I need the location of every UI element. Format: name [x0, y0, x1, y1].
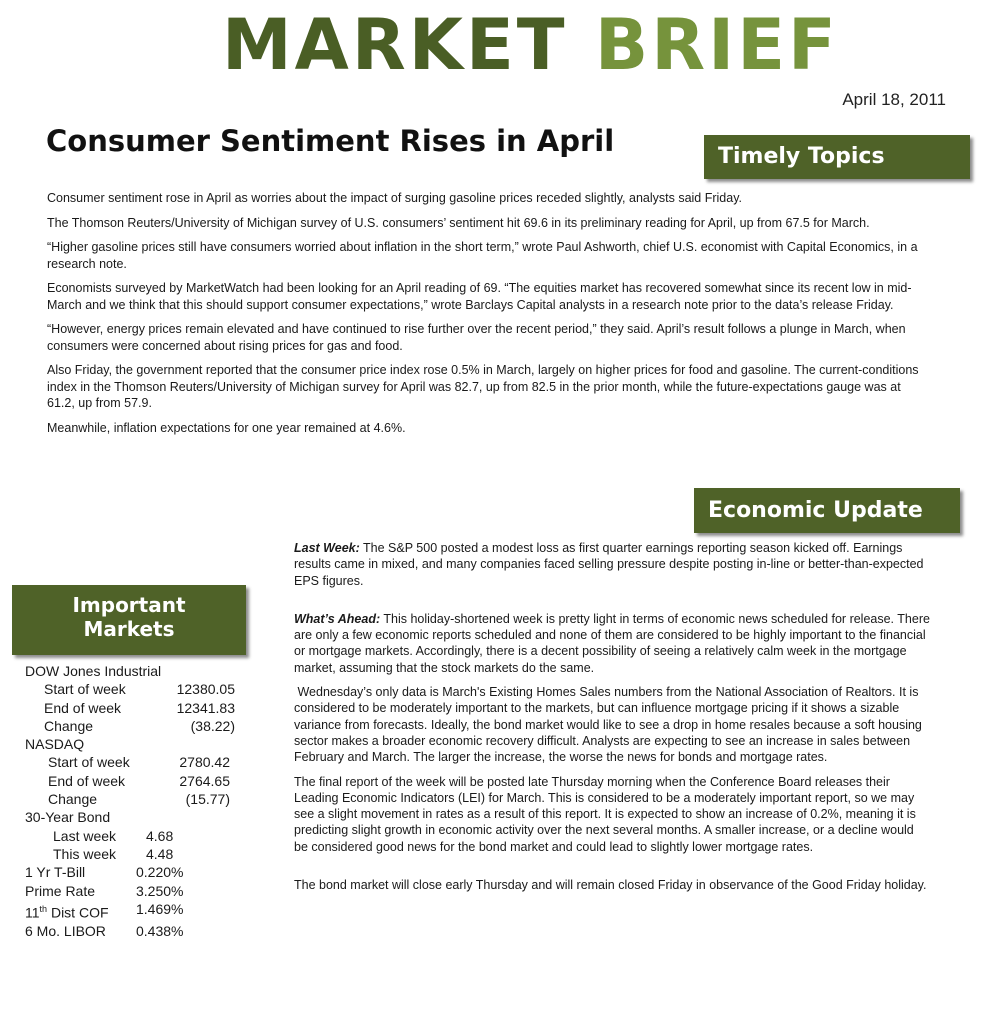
- market-row: [25, 922, 255, 940]
- market-value: 2764.65: [179, 772, 230, 789]
- market-row: [25, 808, 255, 826]
- market-value: 0.220%: [136, 864, 184, 881]
- market-row: [25, 863, 255, 881]
- last-week-paragraph: [294, 540, 930, 589]
- market-label: End of week: [48, 772, 126, 789]
- market-value: 4.48: [146, 845, 174, 862]
- issue-date: April 18, 2011: [842, 90, 946, 109]
- market-row: [25, 753, 255, 771]
- market-label: NASDAQ: [25, 736, 85, 753]
- masthead: [222, 0, 982, 90]
- market-value: 4.68: [146, 827, 174, 844]
- market-label: 1 Yr T-Bill: [25, 864, 86, 881]
- market-value: 0.438%: [136, 922, 184, 939]
- market-row: [25, 845, 255, 863]
- market-value: 12380.05: [176, 681, 235, 698]
- cof-label-suffix: th: [39, 903, 48, 914]
- market-row: [25, 680, 255, 698]
- market-label: 30-Year Bond: [25, 809, 111, 826]
- market-row: [25, 735, 255, 753]
- article-paragraph: The Thomson Reuters/University of Michigan survey of U.S. consumers’ sentiment hit 69.6 in its preliminary reading for April, up from 67.5 for March.: [47, 215, 870, 230]
- economic-update-banner: Economic Update: [694, 488, 960, 533]
- market-label: End of week: [44, 699, 122, 716]
- important-markets-table: [25, 662, 255, 940]
- bond-market-closure-paragraph: The bond market will close early Thursday and will remain closed Friday in observance of the Good Friday holiday.: [294, 878, 927, 893]
- last-week-label: Last Week:: [294, 541, 360, 555]
- masthead-word-brief: BRIEF: [594, 4, 839, 86]
- masthead-word-market: MARKET: [222, 4, 568, 86]
- market-label: [25, 900, 136, 922]
- important-markets-title-line1: Important: [72, 593, 186, 617]
- market-value: 2780.42: [179, 754, 230, 771]
- whats-ahead-paragraph: [294, 611, 930, 676]
- market-label: Change: [44, 717, 94, 734]
- market-row: [25, 827, 255, 845]
- market-row: [25, 900, 255, 922]
- lei-paragraph: The final report of the week will be posted late Thursday morning when the Conference Board releases their Leading Economic Indicators (LEI) for March. This is considered to be a moderately important report, so we may see a slight movement in rates as a result of this report. It is expected to show an increase of 0.2%, meaning it is predicting slight growth in economic activity over the next several months. A smaller increase, or a decline would be considered good news for the bond market and could lead to slightly lower mortgage rates.: [294, 774, 916, 854]
- timely-topics-banner: Timely Topics: [704, 135, 970, 179]
- important-markets-title-line2: Markets: [83, 617, 175, 641]
- market-label: 6 Mo. LIBOR: [25, 922, 106, 939]
- market-value: 1.469%: [136, 900, 184, 917]
- article-paragraph: Meanwhile, inflation expectations for one year remained at 4.6%.: [47, 420, 406, 435]
- article-paragraph: Consumer sentiment rose in April as worries about the impact of surging gasoline prices receded slightly, analysts said Friday.: [47, 191, 743, 205]
- market-value: (38.22): [190, 717, 235, 734]
- market-row: [25, 882, 255, 900]
- cof-label-text: Dist COF: [47, 904, 109, 921]
- article-paragraph: Also Friday, the government reported that the consumer price index rose 0.5% in March, largely on higher prices for food and gasoline. The current-conditions index in the Thomson Reuters/University of Michigan survey for April was 82.7, up from 82.5 in the prior month, while the future-expectations gauge was at 61.2, up from 57.9.: [47, 363, 919, 410]
- market-row: [25, 662, 255, 680]
- article-headline: Consumer Sentiment Rises in April: [46, 124, 615, 158]
- article-paragraph: Economists surveyed by MarketWatch had been looking for an April reading of 69. “The equities market has recovered somewhat since its recent low in mid-March and we think that this should support consumer expectations,” wrote Barclays Capital analysts in a research note prior to the data’s release Friday.: [47, 281, 912, 312]
- market-row: [25, 772, 255, 790]
- article-body: [47, 190, 927, 444]
- article-paragraph: “However, energy prices remain elevated and have continued to rise further over the recent period,” they said. April’s result follows a plunge in March, when consumers were concerned about rising prices for gas and food.: [47, 322, 906, 353]
- economic-update-body: [294, 540, 930, 893]
- market-label: Prime Rate: [25, 882, 96, 899]
- last-week-text: The S&P 500 posted a modest loss as first quarter earnings reporting season kicked off. Earnings results came in mixed, and many companies faced selling pressure despite posting in-line or better-than-expected EPS figures.: [294, 541, 924, 588]
- market-label: Start of week: [44, 681, 126, 698]
- whats-ahead-text: This holiday-shortened week is pretty light in terms of economic news scheduled for release. There are only a few economic reports scheduled and none of them are considered to be highly important to the financial or mortgage markets. Accordingly, there is a decent possibility of seeing a relatively calm week in the mortgage market, assuming that the stock markets do the same.: [294, 611, 930, 675]
- market-value: 12341.83: [176, 699, 235, 716]
- cof-label-number: 11: [25, 904, 40, 921]
- market-label: Last week: [53, 827, 117, 844]
- market-label: This week: [53, 845, 117, 862]
- market-row: [25, 717, 255, 735]
- important-markets-banner: [12, 585, 246, 655]
- market-label: Start of week: [48, 754, 130, 771]
- market-value: 3.250%: [136, 882, 184, 899]
- market-value: (15.77): [185, 791, 230, 808]
- market-label: DOW Jones Industrial: [25, 663, 162, 679]
- market-row: [25, 699, 255, 717]
- existing-home-sales-paragraph: Wednesday’s only data is March's Existing Homes Sales numbers from the National Association of Realtors. It is considered to be moderately important to the markets, but can influence mortgage pricing if it shows a sizable variance from forecasts. Ideally, the bond market would like to see a drop in home resales because a soft housing sector makes a broader economic recovery difficult. Analysts are expecting to see an increase in sales between February and March. The larger the increase, the worse the news for bonds and mortgage rates.: [294, 685, 926, 765]
- article-paragraph: “Higher gasoline prices still have consumers worried about inflation in the short term,” wrote Paul Ashworth, chief U.S. economist with Capital Economics, in a research note.: [47, 240, 918, 271]
- market-label: Change: [48, 791, 98, 808]
- market-row: [25, 790, 255, 808]
- whats-ahead-label: What’s Ahead:: [294, 611, 381, 626]
